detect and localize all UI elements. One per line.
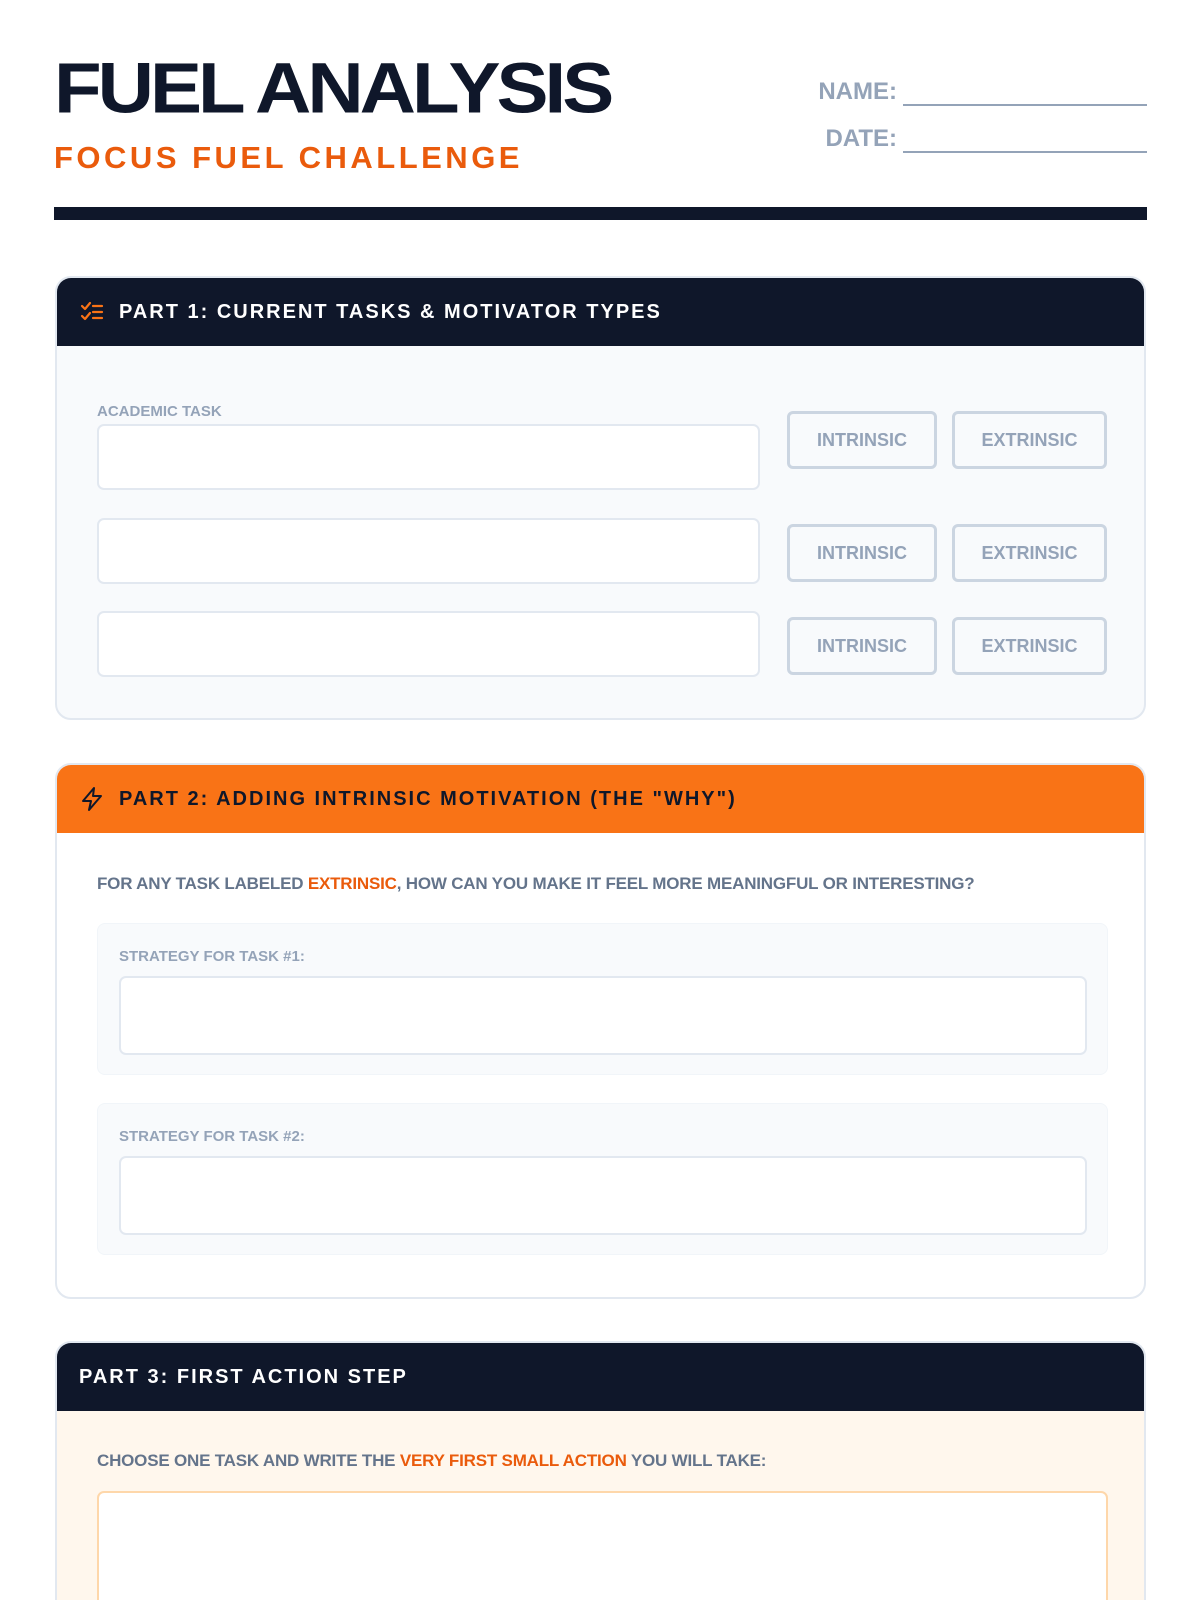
extrinsic-option-1[interactable]: EXTRINSIC bbox=[952, 411, 1107, 469]
task-input-2[interactable] bbox=[97, 518, 760, 584]
part2-body bbox=[57, 833, 1144, 1297]
intrinsic-option-3[interactable]: INTRINSIC bbox=[787, 617, 937, 675]
extrinsic-option-3[interactable]: EXTRINSIC bbox=[952, 617, 1107, 675]
date-label: DATE: bbox=[825, 125, 897, 152]
part2-prompt-start: FOR ANY TASK LABELED bbox=[97, 874, 308, 893]
task-input-3[interactable] bbox=[97, 611, 760, 677]
part2-prompt-highlight: EXTRINSIC bbox=[307, 874, 397, 893]
part1-header bbox=[57, 278, 1144, 346]
part2-heading: PART 2: ADDING INTRINSIC MOTIVATION (THE "WHY") bbox=[119, 787, 737, 810]
date-blank-line[interactable] bbox=[903, 131, 1147, 153]
name-label: NAME: bbox=[818, 78, 897, 105]
part3-header bbox=[57, 1343, 1144, 1411]
intrinsic-option-1[interactable]: INTRINSIC bbox=[787, 411, 937, 469]
part3-prompt-end: YOU WILL TAKE: bbox=[626, 1451, 767, 1470]
part2-card bbox=[55, 763, 1146, 1299]
part3-body bbox=[57, 1411, 1144, 1600]
strategy-box-1 bbox=[97, 923, 1108, 1075]
header-divider bbox=[54, 207, 1147, 220]
checklist-icon bbox=[79, 299, 105, 325]
part3-card bbox=[55, 1341, 1146, 1600]
page-title: FUEL ANALYSIS bbox=[54, 47, 611, 129]
worksheet-header bbox=[54, 0, 1147, 221]
part2-prompt bbox=[97, 874, 974, 894]
part3-prompt-start: CHOOSE ONE TASK AND WRITE THE bbox=[97, 1451, 400, 1470]
name-blank-line[interactable] bbox=[903, 84, 1147, 106]
extrinsic-option-2[interactable]: EXTRINSIC bbox=[952, 524, 1107, 582]
first-action-input[interactable] bbox=[97, 1491, 1108, 1600]
name-field bbox=[818, 78, 1147, 106]
strategy-label-2: STRATEGY FOR TASK #2: bbox=[119, 1128, 305, 1145]
task-input-1[interactable] bbox=[97, 424, 760, 490]
strategy-label-1: STRATEGY FOR TASK #1: bbox=[119, 948, 305, 965]
part2-prompt-end: , HOW CAN YOU MAKE IT FEEL MORE MEANINGFUL OR INTERESTING? bbox=[396, 874, 975, 893]
date-field bbox=[825, 125, 1147, 153]
academic-task-label: ACADEMIC TASK bbox=[97, 403, 222, 420]
part1-body bbox=[57, 346, 1144, 718]
part1-heading: PART 1: CURRENT TASKS & MOTIVATOR TYPES bbox=[119, 300, 662, 323]
strategy-input-2[interactable] bbox=[119, 1156, 1087, 1235]
part3-heading: PART 3: FIRST ACTION STEP bbox=[79, 1365, 408, 1388]
strategy-input-1[interactable] bbox=[119, 976, 1087, 1055]
intrinsic-option-2[interactable]: INTRINSIC bbox=[787, 524, 937, 582]
part3-prompt bbox=[97, 1451, 766, 1471]
part2-header bbox=[57, 765, 1144, 833]
page-subtitle: FOCUS FUEL CHALLENGE bbox=[54, 140, 523, 175]
part3-prompt-highlight: VERY FIRST SMALL ACTION bbox=[399, 1451, 627, 1470]
lightning-icon bbox=[79, 786, 105, 812]
strategy-box-2 bbox=[97, 1103, 1108, 1255]
part1-card bbox=[55, 276, 1146, 720]
